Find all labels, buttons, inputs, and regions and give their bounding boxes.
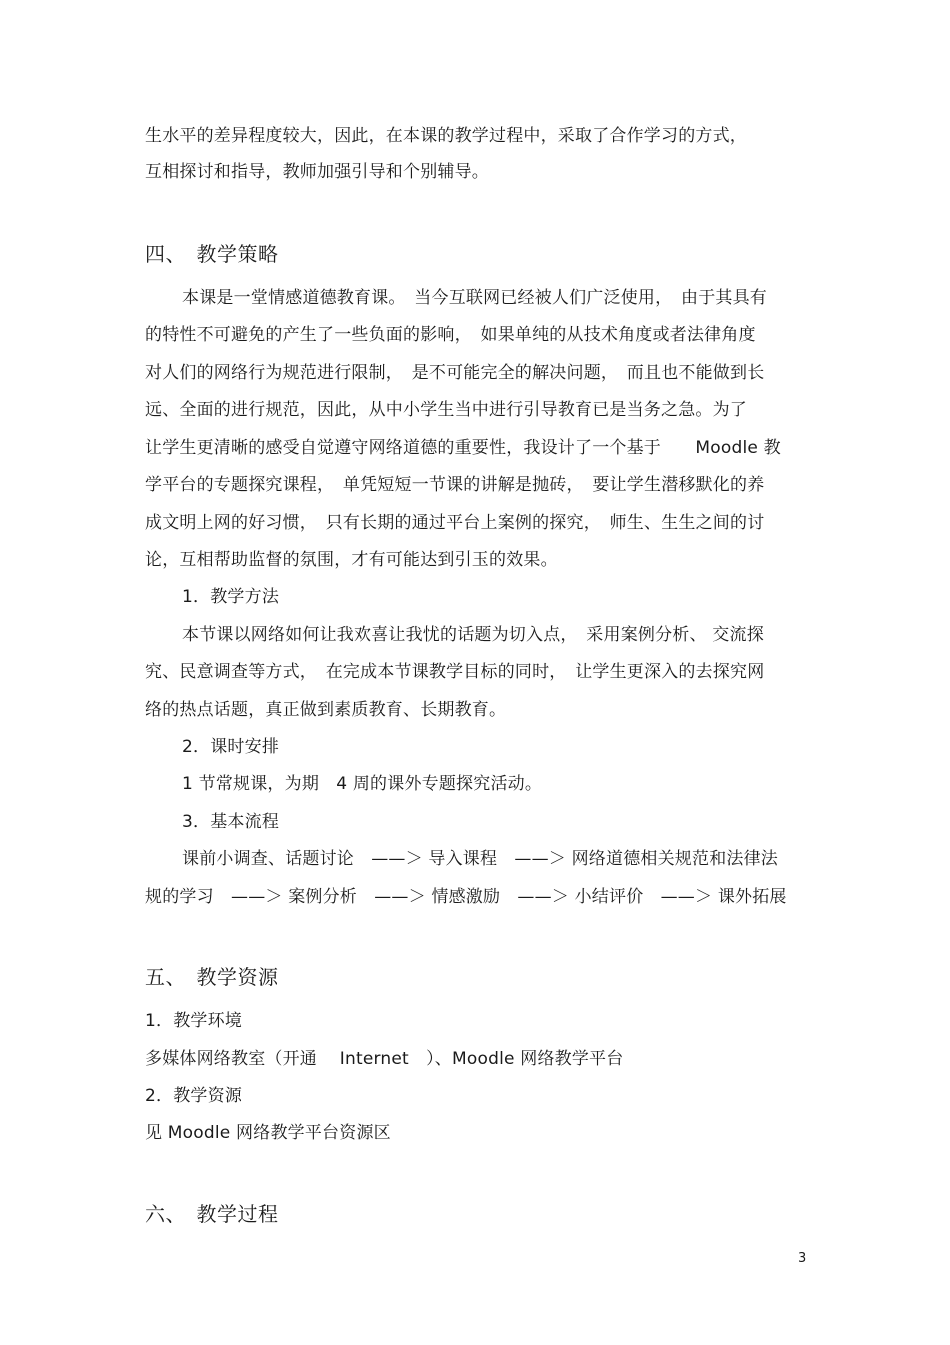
item-teaching-method-title: 1．教学方法 bbox=[182, 587, 280, 607]
item-teaching-method-line: 究、民意调查等方式， 在完成本节课教学目标的同时， 让学生更深入的去探究网 bbox=[145, 662, 765, 682]
section-4-paragraph-line: 成文明上网的好习惯， 只有长期的通过平台上案例的探究， 师生、生生之间的讨 bbox=[145, 513, 765, 533]
section-4-paragraph-line: 论，互相帮助监督的氛围，才有可能达到引玉的效果。 bbox=[145, 550, 558, 570]
item-resources-title: 2．教学资源 bbox=[145, 1086, 243, 1106]
section-4-paragraph-line: 对人们的网络行为规范进行限制， 是不可能完全的解决问题， 而且也不能做到长 bbox=[145, 363, 765, 383]
item-process-line: 规的学习 ——＞ 案例分析 ——＞ 情感激励 ——＞ 小结评价 ——＞ 课外拓展 bbox=[145, 887, 787, 907]
section-4-paragraph-line: 的特性不可避免的产生了一些负面的影响， 如果单纯的从技术角度或者法律角度 bbox=[145, 325, 756, 345]
item-teaching-method-line: 本节课以网络如何让我欢喜让我忧的话题为切入点， 采用案例分析、 交流探 bbox=[182, 625, 764, 645]
section-6-heading: 六、 教学过程 bbox=[145, 1202, 279, 1226]
item-schedule-title: 2．课时安排 bbox=[182, 737, 280, 757]
intro-line-1: 生水平的差异程度较大，因此，在本课的教学过程中，采取了合作学习的方式， bbox=[145, 126, 747, 146]
item-process-line: 课前小调查、话题讨论 ——＞ 导入课程 ——＞ 网络道德相关规范和法律法 bbox=[182, 849, 779, 869]
item-resources-text: 见 Moodle 网络教学平台资源区 bbox=[145, 1123, 391, 1143]
page-number: 3 bbox=[798, 1251, 807, 1266]
item-environment-text: 多媒体网络教室（开通 Internet ）、Moodle 网络教学平台 bbox=[145, 1049, 624, 1069]
section-4-paragraph-line: 学平台的专题探究课程， 单凭短短一节课的讲解是抛砖， 要让学生潜移默化的养 bbox=[145, 475, 765, 495]
item-process-title: 3．基本流程 bbox=[182, 812, 280, 832]
section-5-heading: 五、 教学资源 bbox=[145, 965, 279, 989]
intro-line-2: 互相探讨和指导，教师加强引导和个别辅导。 bbox=[145, 162, 489, 182]
item-environment-title: 1．教学环境 bbox=[145, 1011, 243, 1031]
section-4-heading: 四、 教学策略 bbox=[145, 242, 279, 266]
section-4-paragraph-line: 本课是一堂情感道德教育课。 当今互联网已经被人们广泛使用， 由于其具有 bbox=[182, 288, 767, 308]
item-teaching-method-line: 络的热点话题，真正做到素质教育、长期教育。 bbox=[145, 700, 507, 720]
item-schedule-text: 1 节常规课，为期 4 周的课外专题探究活动。 bbox=[182, 774, 543, 794]
section-4-paragraph-line: 远、全面的进行规范，因此，从中小学生当中进行引导教育已是当务之急。为了 bbox=[145, 400, 747, 420]
section-4-paragraph-line: 让学生更清晰的感受自觉遵守网络道德的重要性，我设计了一个基于 Moodle 教 bbox=[145, 438, 781, 458]
